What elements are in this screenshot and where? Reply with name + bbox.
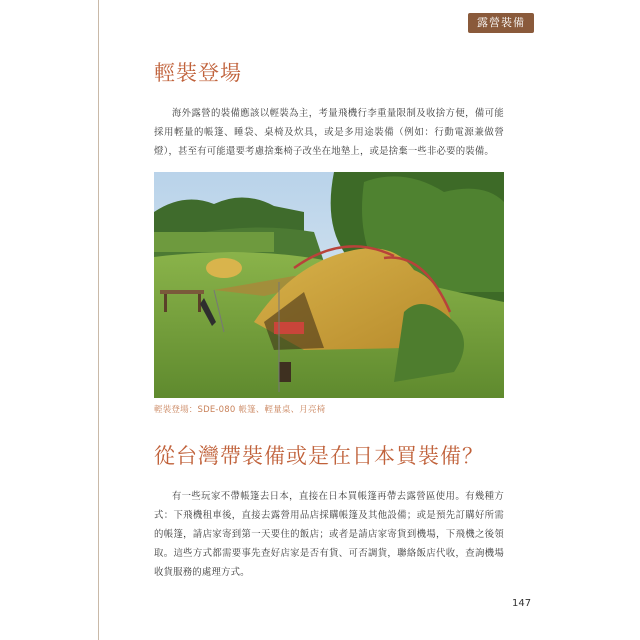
page-number: 147	[512, 598, 532, 609]
section-title-gear-source: 從台灣帶裝備或是在日本買裝備？	[154, 444, 484, 468]
tent-campsite-image	[154, 172, 504, 398]
camping-photo	[154, 172, 504, 398]
photo-caption: 輕裝登場：SDE-080 帳篷、輕量桌、月亮椅	[154, 405, 326, 415]
section-body-light-gear: 海外露營的裝備應該以輕裝為主，考量飛機行李重量限制及收捨方便，備可能採用輕量的帳篷、睡袋、桌椅及炊具，或是多用途裝備（例如：行動電源兼做營燈），甚至有可能還要考慮捨棄椅子改坐在地墊上，或是捨棄一些非必要的裝備。	[154, 108, 504, 157]
section-body-gear-source: 有一些玩家不帶帳篷去日本，直接在日本買帳篷再帶去露營區使用。有幾種方式：下飛機租車後，直接去露營用品店採購帳篷及其他設備；或是預先訂購好所需的帳篷，請店家寄到第一天要住的飯店；或者是請店家寄貨到機場，下飛機之後領取。這些方式都需要事先查好店家是否有貨、可否調貨，聯絡飯店代收，查詢機場收貨服務的處理方式。	[154, 491, 504, 578]
section-title-light-gear: 輕裝登場	[154, 61, 242, 85]
section-tag: 露營裝備	[468, 13, 534, 33]
page-margin-rule	[98, 0, 99, 640]
